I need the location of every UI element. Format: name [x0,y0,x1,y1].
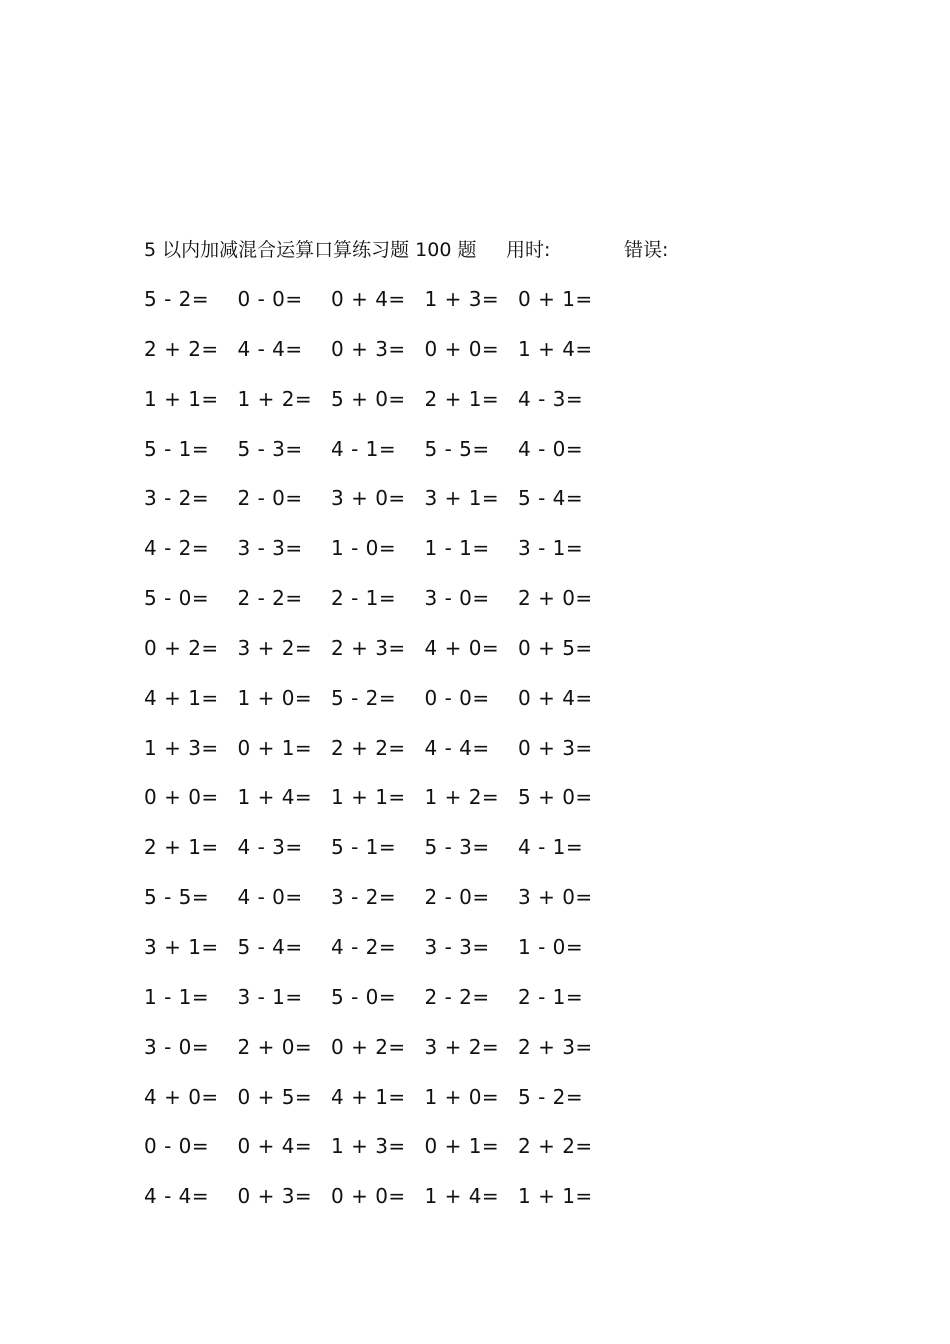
math-problem: 2 + 0= [237,1034,313,1059]
math-problem: 3 + 0= [518,885,593,910]
math-problem: 1 + 3= [331,1134,406,1159]
problem-row [144,1132,624,1182]
math-problem: 0 + 4= [518,685,593,710]
math-problem: 0 + 0= [144,785,219,810]
math-problem: 1 + 3= [424,287,500,311]
math-problem: 4 - 4= [144,1184,210,1209]
math-problem: 5 - 0= [144,586,210,611]
problem-row [144,983,624,1033]
math-problem: 4 - 1= [518,835,584,860]
math-problem: 3 + 2= [237,635,313,660]
math-problem: 5 - 4= [237,934,303,959]
math-problem: 4 - 1= [331,436,397,461]
math-problem: 1 + 0= [424,1084,500,1109]
math-problem: 0 + 5= [237,1084,313,1109]
math-problem: 1 - 0= [518,934,584,959]
math-problem: 2 + 1= [424,386,500,411]
math-problem: 1 - 1= [424,536,490,561]
time-label: 用时: [506,239,551,261]
math-problem: 1 - 0= [331,536,397,561]
math-problem: 1 + 2= [424,785,500,810]
math-problem: 5 - 5= [424,436,490,461]
math-problem: 1 + 4= [518,336,593,361]
problem-row [144,435,624,485]
math-problem: 0 - 0= [144,1134,210,1159]
problem-row [144,1083,624,1133]
math-problem: 5 - 2= [331,685,397,710]
math-problem: 3 - 2= [331,885,397,910]
problem-row [144,285,624,335]
math-problem: 4 + 0= [424,635,500,660]
math-problem: 0 + 1= [424,1134,500,1159]
math-problem: 4 + 0= [144,1084,219,1109]
math-problem: 3 + 1= [424,486,500,511]
math-problem: 4 - 4= [237,336,303,361]
math-problem: 5 - 1= [144,436,210,461]
math-problem: 3 + 0= [331,486,406,511]
math-problem: 2 + 2= [331,735,406,760]
math-problem: 5 + 0= [518,785,593,810]
math-problem: 4 - 4= [424,735,490,760]
math-problem: 5 - 5= [144,885,210,910]
math-problem: 0 + 2= [144,635,219,660]
math-problem: 1 + 4= [424,1184,500,1209]
worksheet-title: 5 以内加减混合运算口算练习题 100 题 [144,239,477,261]
problem-row [144,734,624,784]
math-problem: 0 + 3= [331,336,406,361]
problem-row [144,484,624,534]
problem-row [144,534,624,584]
math-problem: 5 - 2= [144,287,210,311]
math-problem: 5 - 3= [424,835,490,860]
math-problem: 2 + 3= [331,635,406,660]
math-problem: 3 - 2= [144,486,210,511]
math-problem: 2 - 2= [424,984,490,1009]
math-problem: 4 + 1= [144,685,219,710]
math-problem: 0 + 0= [331,1184,406,1209]
error-label: 错误: [624,239,669,261]
math-problem: 4 - 0= [237,885,303,910]
math-problem: 2 + 0= [518,586,593,611]
math-problem: 2 + 3= [518,1034,593,1059]
math-problem: 0 + 3= [518,735,593,760]
math-problem: 1 + 1= [331,785,406,810]
problem-grid [144,285,624,1232]
math-problem: 2 - 0= [237,486,303,511]
math-problem: 0 + 4= [237,1134,313,1159]
math-problem: 3 - 1= [237,984,303,1009]
problem-row [144,1033,624,1083]
math-problem: 1 + 1= [518,1184,593,1209]
problem-row [144,385,624,435]
problem-row [144,335,624,385]
math-problem: 5 - 2= [518,1084,584,1109]
math-problem: 1 + 3= [144,735,219,760]
math-problem: 1 - 1= [144,984,210,1009]
math-problem: 0 + 1= [237,735,313,760]
math-problem: 0 + 0= [424,336,500,361]
math-problem: 0 - 0= [237,287,303,311]
math-problem: 5 - 3= [237,436,303,461]
math-problem: 3 - 3= [237,536,303,561]
math-problem: 2 - 1= [331,586,397,611]
math-problem: 0 - 0= [424,685,490,710]
problem-row [144,584,624,634]
math-problem: 3 - 0= [424,586,490,611]
math-problem: 3 + 1= [144,934,219,959]
math-problem: 0 + 3= [237,1184,313,1209]
math-problem: 2 + 2= [518,1134,593,1159]
math-problem: 1 + 1= [144,386,219,411]
math-problem: 4 + 1= [331,1084,406,1109]
problem-row [144,783,624,833]
math-problem: 3 - 1= [518,536,584,561]
math-problem: 0 + 4= [331,287,406,311]
math-problem: 2 + 2= [144,336,219,361]
math-problem: 1 + 4= [237,785,313,810]
math-problem: 4 - 2= [144,536,210,561]
worksheet-header [144,236,764,264]
problem-row [144,883,624,933]
math-problem: 5 - 0= [331,984,397,1009]
math-problem: 2 - 0= [424,885,490,910]
math-problem: 4 - 2= [331,934,397,959]
math-problem: 1 + 2= [237,386,313,411]
math-problem: 5 - 1= [331,835,397,860]
math-problem: 2 - 1= [518,984,584,1009]
problem-row [144,1182,624,1232]
problem-row [144,933,624,983]
problem-row [144,833,624,883]
math-problem: 3 - 0= [144,1034,210,1059]
math-problem: 3 + 2= [424,1034,500,1059]
math-problem: 5 + 0= [331,386,406,411]
math-problem: 4 - 3= [518,386,584,411]
math-problem: 4 - 3= [237,835,303,860]
problem-row [144,634,624,684]
math-problem: 2 + 1= [144,835,219,860]
math-problem: 5 - 4= [518,486,584,511]
problem-row [144,684,624,734]
math-problem: 0 + 2= [331,1034,406,1059]
math-problem: 1 + 0= [237,685,313,710]
math-problem: 0 + 5= [518,635,593,660]
math-problem: 0 + 1= [518,287,593,311]
math-problem: 3 - 3= [424,934,490,959]
math-problem: 4 - 0= [518,436,584,461]
math-problem: 2 - 2= [237,586,303,611]
